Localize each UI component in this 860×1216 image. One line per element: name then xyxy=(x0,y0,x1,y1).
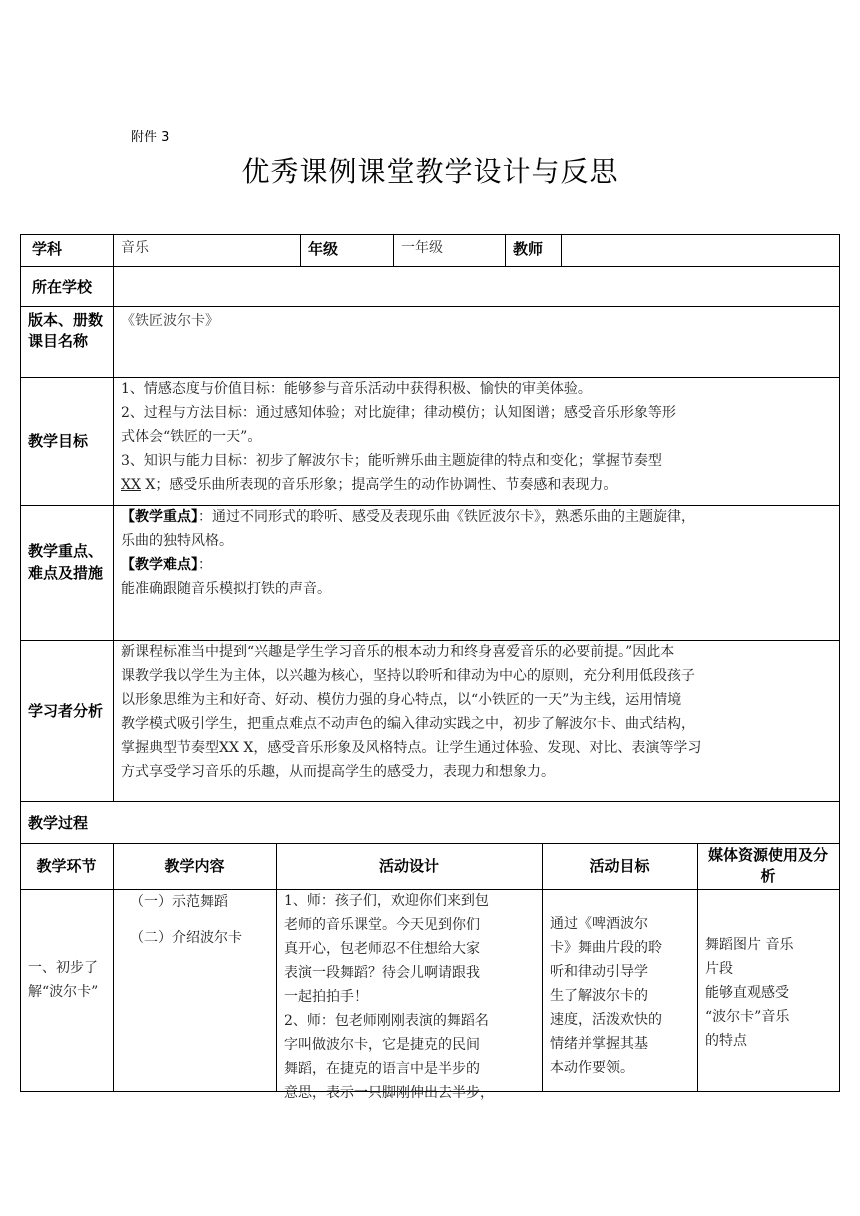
school-label: 所在学校 xyxy=(32,278,93,296)
goals-label: 教学目标 xyxy=(28,432,89,450)
learner-label: 学习者分析 xyxy=(28,702,104,720)
edition-label: 版本、册数课目名称 xyxy=(28,311,104,350)
activity-line: 一起拍拍手！ xyxy=(284,989,368,1005)
goal-line: 卡》舞曲片段的聆 xyxy=(550,940,662,956)
goals-line-rest: X；感受乐曲所表现的音乐形象；提高学生的动作协调性、节奏感和表现力。 xyxy=(140,477,618,493)
goal-cell xyxy=(550,912,695,1080)
col-header-activity: 活动设计 xyxy=(378,857,439,875)
goal-line: 情绪并掌握其基 xyxy=(550,1036,648,1052)
activity-line: 表演一段舞蹈？待会儿啊请跟我 xyxy=(284,965,480,981)
page-title: 优秀课例课堂教学设计与反思 xyxy=(241,155,619,188)
learner-line: 新课程标准当中提到“兴趣是学生学习音乐的根本动力和终身喜爱音乐的必要前提。”因此本 xyxy=(121,644,675,660)
difficulty-colon: ： xyxy=(198,557,212,573)
goals-line: 1、情感态度与价值目标：能够参与音乐活动中获得积极、愉快的审美体验。 xyxy=(121,381,592,397)
goals-text xyxy=(121,377,833,497)
focus-text: ：通过不同形式的聆听、感受及表现乐曲《铁匠波尔卡》，熟悉乐曲的主题旋律， xyxy=(198,509,695,525)
rhythm-pattern: XX xyxy=(121,477,141,493)
media-cell xyxy=(705,933,837,1053)
subject-label: 学科 xyxy=(32,240,63,258)
focus-text-2: 乐曲的独特风格。 xyxy=(121,533,233,549)
learner-line: 教学模式吸引学生，把重点难点不动声色的编入律动实践之中，初步了解波尔卡、曲式结构， xyxy=(121,716,695,732)
goal-line: 听和律动引导学 xyxy=(550,964,648,980)
activity-line: 1、师：孩子们，欢迎你们来到包 xyxy=(284,893,489,909)
grade-value: 一年级 xyxy=(401,240,443,256)
media-line: 能够直观感受 xyxy=(705,985,789,1001)
focus-heading: 【教学重点】 xyxy=(121,509,198,525)
col-header-goal: 活动目标 xyxy=(589,857,650,875)
content-cell xyxy=(130,890,242,950)
process-label: 教学过程 xyxy=(28,814,89,832)
content-item: （二）介绍波尔卡 xyxy=(130,930,242,946)
col-header-content: 教学内容 xyxy=(164,857,225,875)
learner-line: 方式享受学习音乐的乐趣，从而提高学生的感受力，表现力和想象力。 xyxy=(121,764,555,780)
activity-line: 真开心，包老师忍不住想给大家 xyxy=(284,941,480,957)
learner-text xyxy=(121,640,837,784)
activity-line: 老师的音乐课堂。今天见到你们 xyxy=(284,917,480,933)
media-line: “波尔卡”音乐 xyxy=(705,1009,790,1025)
goal-line: 通过《啤酒波尔 xyxy=(550,916,648,932)
subject-value: 音乐 xyxy=(121,240,149,256)
goals-line: 式体会“铁匠的一天”。 xyxy=(121,429,262,445)
activity-cell xyxy=(284,889,542,1105)
goals-line: 3、知识与能力目标：初步了解波尔卡；能听辨乐曲主题旋律的特点和变化；掌握节奏型 xyxy=(121,453,662,469)
learner-line: 掌握典型节奏型XX X，感受音乐形象及风格特点。让学生通过体验、发现、对比、表演等学习 xyxy=(121,740,702,756)
media-line: 舞蹈图片 音乐 xyxy=(705,937,794,953)
goal-line: 速度，活泼欢快的 xyxy=(550,1012,662,1028)
col-header-stage: 教学环节 xyxy=(36,857,97,875)
goals-line xyxy=(121,473,833,497)
media-line: 的特点 xyxy=(705,1033,747,1049)
col-header-media: 媒体资源使用及分析 xyxy=(707,846,828,885)
difficulty-text: 能准确跟随音乐模拟打铁的声音。 xyxy=(121,581,331,597)
activity-line: 舞蹈，在捷克的语言中是半步的 xyxy=(284,1061,480,1077)
goal-line: 本动作要领。 xyxy=(550,1060,634,1076)
edition-value: 《铁匠波尔卡》 xyxy=(121,313,219,329)
teacher-label: 教师 xyxy=(513,240,544,258)
goals-line: 2、过程与方法目标：通过感知体验；对比旋律；律动模仿；认知图谱；感受音乐形象等形 xyxy=(121,405,676,421)
key-points-text xyxy=(121,505,839,601)
content-item: （一）示范舞蹈 xyxy=(130,894,228,910)
stage-cell: 一、初步了解“波尔卡” xyxy=(28,960,99,1000)
activity-line: 字叫做波尔卡，它是捷克的民间 xyxy=(284,1037,480,1053)
activity-line: 2、师：包老师刚刚表演的舞蹈名 xyxy=(284,1013,489,1029)
activity-line: 意思，表示一只脚刚伸出去半步， xyxy=(284,1085,494,1101)
learner-line: 以形象思维为主和好奇、好动、模仿力强的身心特点，以“小铁匠的一天”为主线，运用情境 xyxy=(121,692,682,708)
goal-line: 生了解波尔卡的 xyxy=(550,988,648,1004)
annex-label: 附件 3 xyxy=(131,130,170,145)
grade-label: 年级 xyxy=(308,240,339,258)
learner-line: 课教学我以学生为主体，以兴趣为核心，坚持以聆听和律动为中心的原则，充分利用低段孩子 xyxy=(121,668,695,684)
key-points-label: 教学重点、难点及措施 xyxy=(28,542,104,582)
media-line: 片段 xyxy=(705,961,733,977)
difficulty-heading: 【教学难点】 xyxy=(121,557,198,573)
